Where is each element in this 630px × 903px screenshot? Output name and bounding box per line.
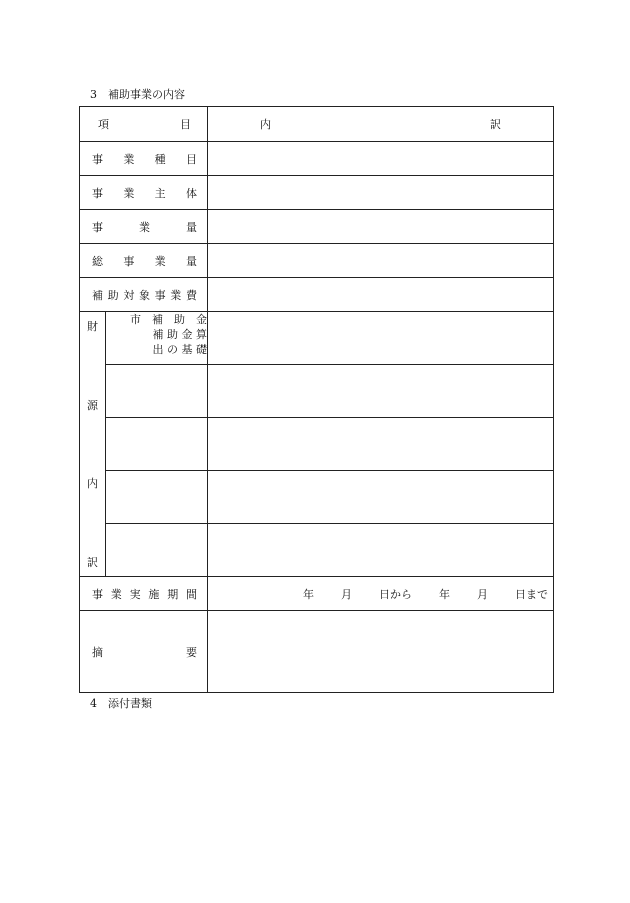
value-cell[interactable]	[208, 365, 554, 418]
table-row	[80, 142, 554, 176]
label-char: 要	[186, 645, 197, 659]
label-char: 目	[185, 152, 197, 166]
label-business-type	[80, 142, 208, 176]
subsidy-content-table	[79, 106, 554, 693]
table-row	[80, 176, 554, 210]
label-char: 助	[107, 288, 119, 302]
label-char: 業	[170, 288, 182, 302]
label-char: 業	[123, 152, 135, 166]
calc-line: 市 補 助 金	[130, 313, 207, 326]
label-char: 事	[123, 254, 135, 268]
label-char: 摘	[92, 645, 103, 659]
label-implementation-period	[80, 577, 208, 611]
label-char: 量	[185, 254, 197, 268]
label-char: 訳	[87, 555, 98, 569]
label-char: 業	[139, 220, 150, 234]
value-cell[interactable]	[208, 244, 554, 278]
funding-source-cell[interactable]	[106, 471, 208, 524]
label-char: 事	[92, 220, 103, 234]
value-cell[interactable]	[208, 210, 554, 244]
label-char: 実	[129, 587, 141, 601]
value-cell[interactable]	[208, 312, 554, 365]
label-char: 事	[92, 186, 103, 200]
label-char: 総	[92, 254, 103, 268]
header-item-cell	[80, 107, 208, 142]
header-content-cell	[208, 107, 554, 142]
label-char: 象	[138, 288, 150, 302]
label-business-entity	[80, 176, 208, 210]
label-business-volume	[80, 210, 208, 244]
label-char: 事	[154, 288, 166, 302]
header-content-char: 訳	[490, 118, 501, 131]
label-char: 財	[87, 320, 98, 333]
label-char: 量	[186, 220, 197, 234]
header-row	[80, 107, 554, 142]
value-cell[interactable]	[208, 418, 554, 471]
period-year-end: 年	[439, 587, 450, 601]
funding-source-cell[interactable]	[106, 365, 208, 418]
period-value-cell[interactable]	[208, 577, 554, 611]
period-day-end: 日まで	[515, 587, 548, 601]
label-char: 間	[185, 587, 197, 601]
calc-line: 出 の 基 礎	[152, 343, 207, 356]
label-char: 事	[92, 587, 103, 601]
table-row	[80, 244, 554, 278]
label-char: 源	[87, 398, 98, 412]
label-char: 種	[154, 152, 166, 166]
label-char: 内	[87, 477, 98, 491]
value-cell[interactable]	[208, 524, 554, 577]
table-row	[80, 278, 554, 312]
period-month-start: 月	[341, 587, 352, 601]
header-content-char: 内	[260, 118, 271, 131]
funding-source-cell[interactable]	[106, 418, 208, 471]
remarks-value-cell[interactable]	[208, 611, 554, 693]
table-row	[80, 210, 554, 244]
funding-row	[80, 418, 554, 471]
label-char: 業	[123, 186, 135, 200]
section-3-heading: 3 補助事業の内容	[90, 88, 185, 101]
label-total-volume	[80, 244, 208, 278]
funding-row	[80, 312, 554, 365]
remarks-row	[80, 611, 554, 693]
label-char: 期	[167, 587, 179, 601]
value-cell[interactable]	[208, 142, 554, 176]
funding-row	[80, 471, 554, 524]
header-item-char: 目	[180, 118, 191, 131]
period-year-start: 年	[303, 587, 314, 601]
funding-row	[80, 365, 554, 418]
label-remarks	[80, 611, 208, 693]
label-eligible-cost	[80, 278, 208, 312]
section-4-heading: 4 添付書類	[90, 697, 152, 710]
label-char: 業	[154, 254, 166, 268]
funding-source-cell[interactable]	[106, 524, 208, 577]
period-month-end: 月	[477, 587, 488, 601]
value-cell[interactable]	[208, 278, 554, 312]
value-cell[interactable]	[208, 471, 554, 524]
header-item-char: 項	[98, 118, 109, 131]
label-char: 補	[92, 288, 103, 302]
calc-line: 補 助 金 算	[152, 328, 207, 341]
value-cell[interactable]	[208, 176, 554, 210]
label-char: 費	[185, 288, 197, 302]
funding-row	[80, 524, 554, 577]
label-char: 主	[154, 186, 166, 200]
label-char: 対	[123, 288, 135, 302]
funding-breakdown-label	[80, 312, 106, 577]
label-char: 業	[110, 587, 122, 601]
subsidy-calc-basis-label	[106, 312, 208, 365]
period-row	[80, 577, 554, 611]
label-char: 体	[185, 186, 197, 200]
label-char: 施	[148, 587, 160, 601]
period-day-start: 日から	[379, 587, 412, 601]
label-char: 事	[92, 152, 103, 166]
